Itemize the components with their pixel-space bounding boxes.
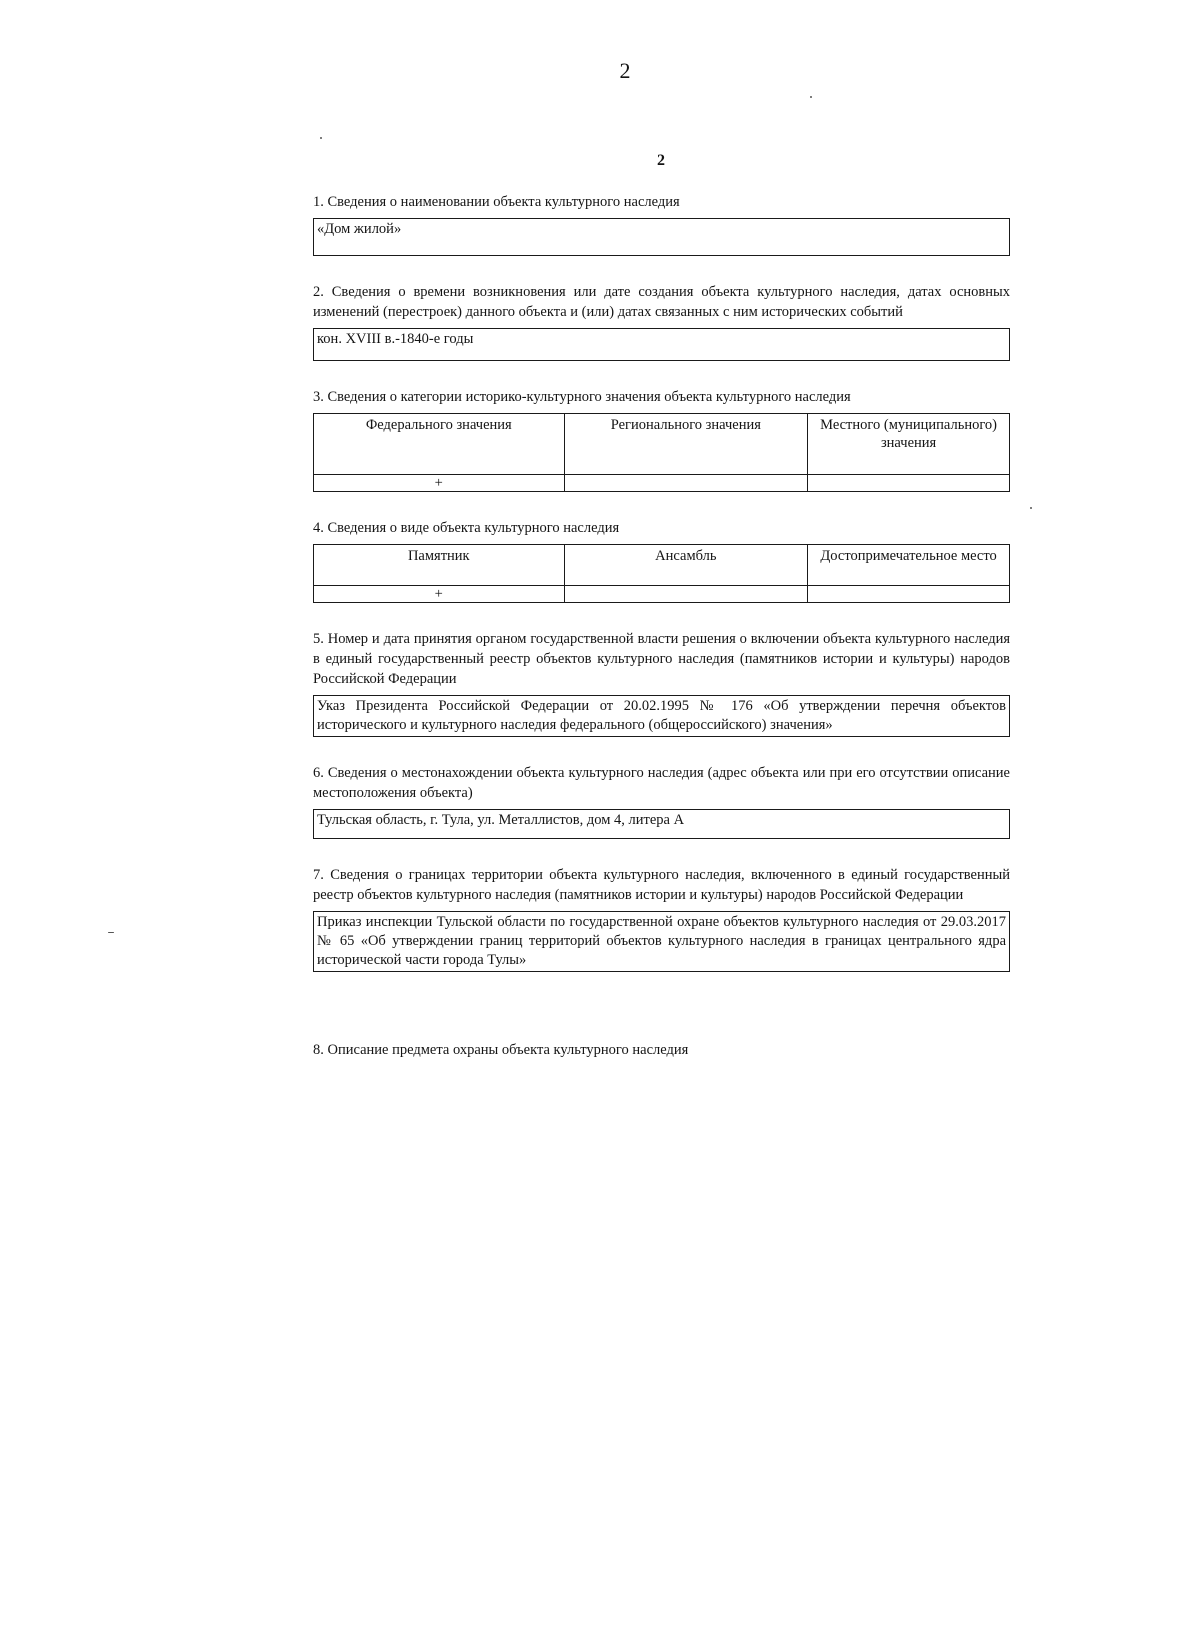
document-body — [313, 192, 1010, 1066]
section-6 — [313, 763, 1010, 839]
object-type-table — [313, 544, 1010, 603]
outer-page-number: 2 — [619, 58, 631, 83]
section-4 — [313, 518, 1010, 603]
significance-category-table — [313, 413, 1010, 492]
section-3-heading: 3. Сведения о категории историко-культурного значения объекта культурного наследия — [313, 389, 851, 405]
column-header-local: Местного (муниципального) значения — [808, 414, 1010, 475]
scan-speck — [810, 96, 812, 98]
section-1-value: «Дом жилой» — [313, 218, 1010, 256]
column-header-regional: Регионального значения — [564, 414, 808, 475]
scan-speck — [320, 137, 322, 139]
section-1 — [313, 192, 1010, 256]
section-7 — [313, 865, 1010, 972]
section-8 — [313, 1040, 1010, 1060]
table-row — [314, 475, 1010, 492]
scan-speck — [1030, 507, 1032, 509]
section-2-value: кон. XVIII в.-1840-е годы — [313, 328, 1010, 361]
column-header-ensemble: Ансамбль — [564, 545, 808, 586]
mark-local — [808, 475, 1010, 492]
section-2-heading: 2. Сведения о времени возникновения или дате создания объекта культурного наследия, датах основных изменений (перестроек) данного объекта и (или) датах связанных с ним исторических событий — [313, 284, 1010, 320]
table-header-row — [314, 545, 1010, 586]
mark-federal: + — [314, 475, 565, 492]
column-header-monument: Памятник — [314, 545, 565, 586]
mark-monument: + — [314, 586, 565, 603]
section-4-heading: 4. Сведения о виде объекта культурного наследия — [313, 520, 620, 536]
section-5-value: Указ Президента Российской Федерации от 20.02.1995 № 176 «Об утверждении перечня объектов исторического и культурного наследия федерального (общероссийского) значения» — [313, 695, 1010, 737]
mark-landmark — [808, 586, 1010, 603]
section-8-heading: 8. Описание предмета охраны объекта культурного наследия — [313, 1042, 689, 1058]
table-row — [314, 586, 1010, 603]
column-header-federal: Федерального значения — [314, 414, 565, 475]
section-7-heading: 7. Сведения о границах территории объекта культурного наследия, включенного в единый государственный реестр объектов культурного наследия (памятников истории и культуры) народов Российской Федерации — [313, 867, 1010, 903]
section-2 — [313, 282, 1010, 361]
section-7-value: Приказ инспекции Тульской области по государственной охране объектов культурного наследия от 29.03.2017 № 65 «Об утверждении границ территорий объектов культурного наследия в границах центрального ядра исторической части города Тулы» — [313, 911, 1010, 972]
scan-speck — [108, 932, 114, 933]
section-5-heading: 5. Номер и дата принятия органом государственной власти решения о включении объекта культурного наследия в единый государственный реестр объектов культурного наследия (памятников истории и культуры) народов Российской Федерации — [313, 631, 1010, 687]
mark-ensemble — [564, 586, 808, 603]
section-6-heading: 6. Сведения о местонахождении объекта культурного наследия (адрес объекта или при его отсутствии описание местоположения объекта) — [313, 765, 1010, 801]
section-1-heading: 1. Сведения о наименовании объекта культурного наследия — [313, 194, 680, 210]
section-3 — [313, 387, 1010, 492]
inner-page-number: 2 — [657, 152, 665, 169]
section-6-value: Тульская область, г. Тула, ул. Металлистов, дом 4, литера А — [313, 809, 1010, 839]
column-header-landmark: Достопримечательное место — [808, 545, 1010, 586]
section-5 — [313, 629, 1010, 737]
table-header-row — [314, 414, 1010, 475]
mark-regional — [564, 475, 808, 492]
